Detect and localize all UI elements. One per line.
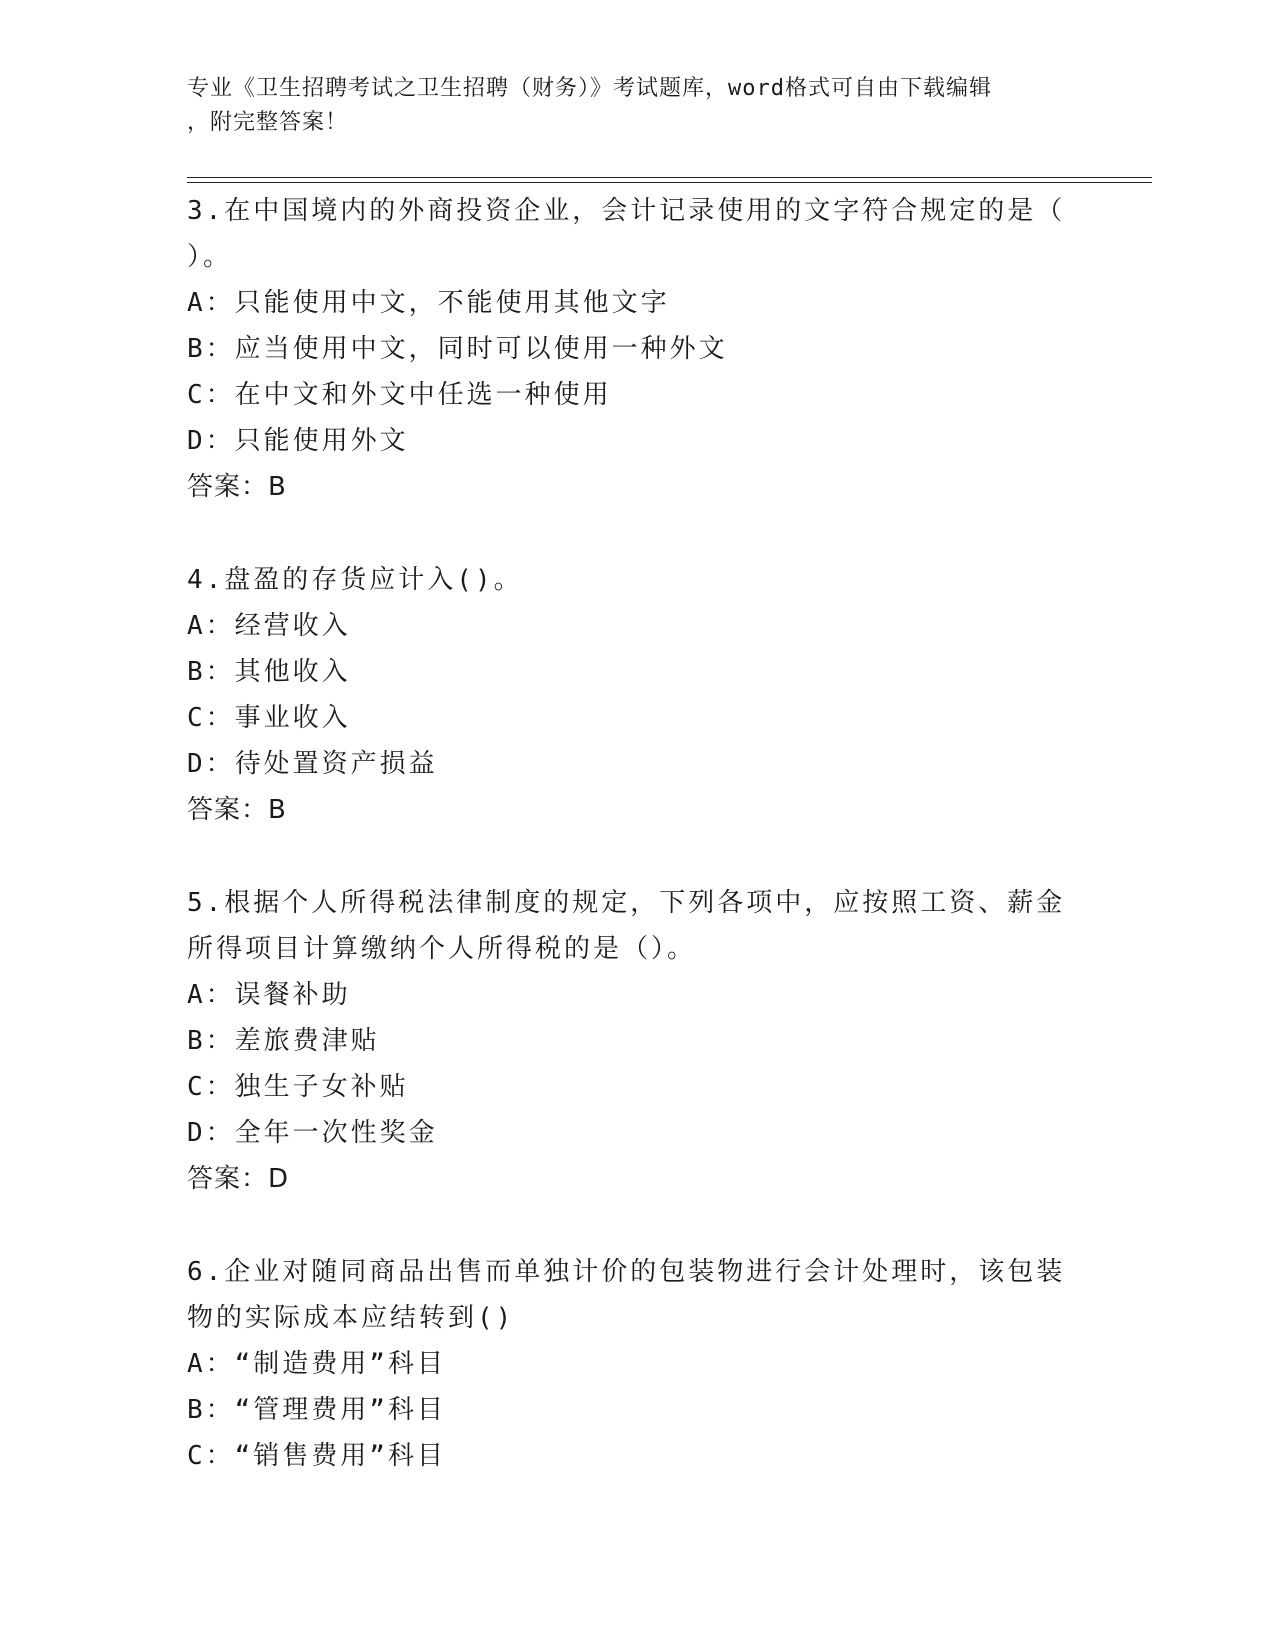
- question-5: [187, 880, 1087, 1202]
- option-c: C：在中文和外文中任选一种使用: [187, 380, 612, 410]
- option-a: A：误餐补助: [187, 980, 351, 1010]
- header-line-1: 专业《卫生招聘考试之卫生招聘（财务）》考试题库，word格式可自由下载编辑: [187, 76, 992, 101]
- header-divider: [187, 177, 1152, 183]
- question-list: [187, 188, 1087, 1526]
- option-b: B：差旅费津贴: [187, 1026, 380, 1056]
- question-6: [187, 1249, 1087, 1479]
- document-header: [187, 72, 1087, 140]
- option-d: D：待处置资产损益: [187, 749, 438, 779]
- question-stem-continued: ）。: [187, 242, 233, 272]
- question-4: [187, 557, 1087, 833]
- option-d: D：全年一次性奖金: [187, 1118, 438, 1148]
- option-a: A：只能使用中文，不能使用其他文字: [187, 288, 670, 318]
- question-stem: 5.根据个人所得税法律制度的规定，下列各项中，应按照工资、薪金: [187, 888, 1066, 918]
- option-c: C：独生子女补贴: [187, 1072, 409, 1102]
- question-stem: 6.企业对随同商品出售而单独计价的包装物进行会计处理时，该包装: [187, 1257, 1066, 1287]
- question-stem: 3.在中国境内的外商投资企业，会计记录使用的文字符合规定的是（: [187, 196, 1066, 226]
- question-stem: 4.盘盈的存货应计入()。: [187, 565, 523, 595]
- answer-line: 答案：B: [187, 795, 287, 825]
- option-b: B：其他收入: [187, 657, 351, 687]
- option-b: B：“管理费用”科目: [187, 1395, 446, 1425]
- option-c: C：“销售费用”科目: [187, 1441, 446, 1471]
- option-a: A：经营收入: [187, 611, 351, 641]
- option-c: C：事业收入: [187, 703, 351, 733]
- option-d: D：只能使用外文: [187, 426, 409, 456]
- option-a: A：“制造费用”科目: [187, 1349, 446, 1379]
- question-stem-continued: 所得项目计算缴纳个人所得税的是（）。: [187, 934, 697, 964]
- option-b: B：应当使用中文，同时可以使用一种外文: [187, 334, 728, 364]
- question-stem-continued: 物的实际成本应结转到(): [187, 1303, 515, 1333]
- header-line-2: ，附完整答案！: [187, 110, 349, 135]
- answer-line: 答案：D: [187, 1164, 290, 1194]
- question-3: [187, 188, 1087, 510]
- answer-line: 答案：B: [187, 472, 287, 502]
